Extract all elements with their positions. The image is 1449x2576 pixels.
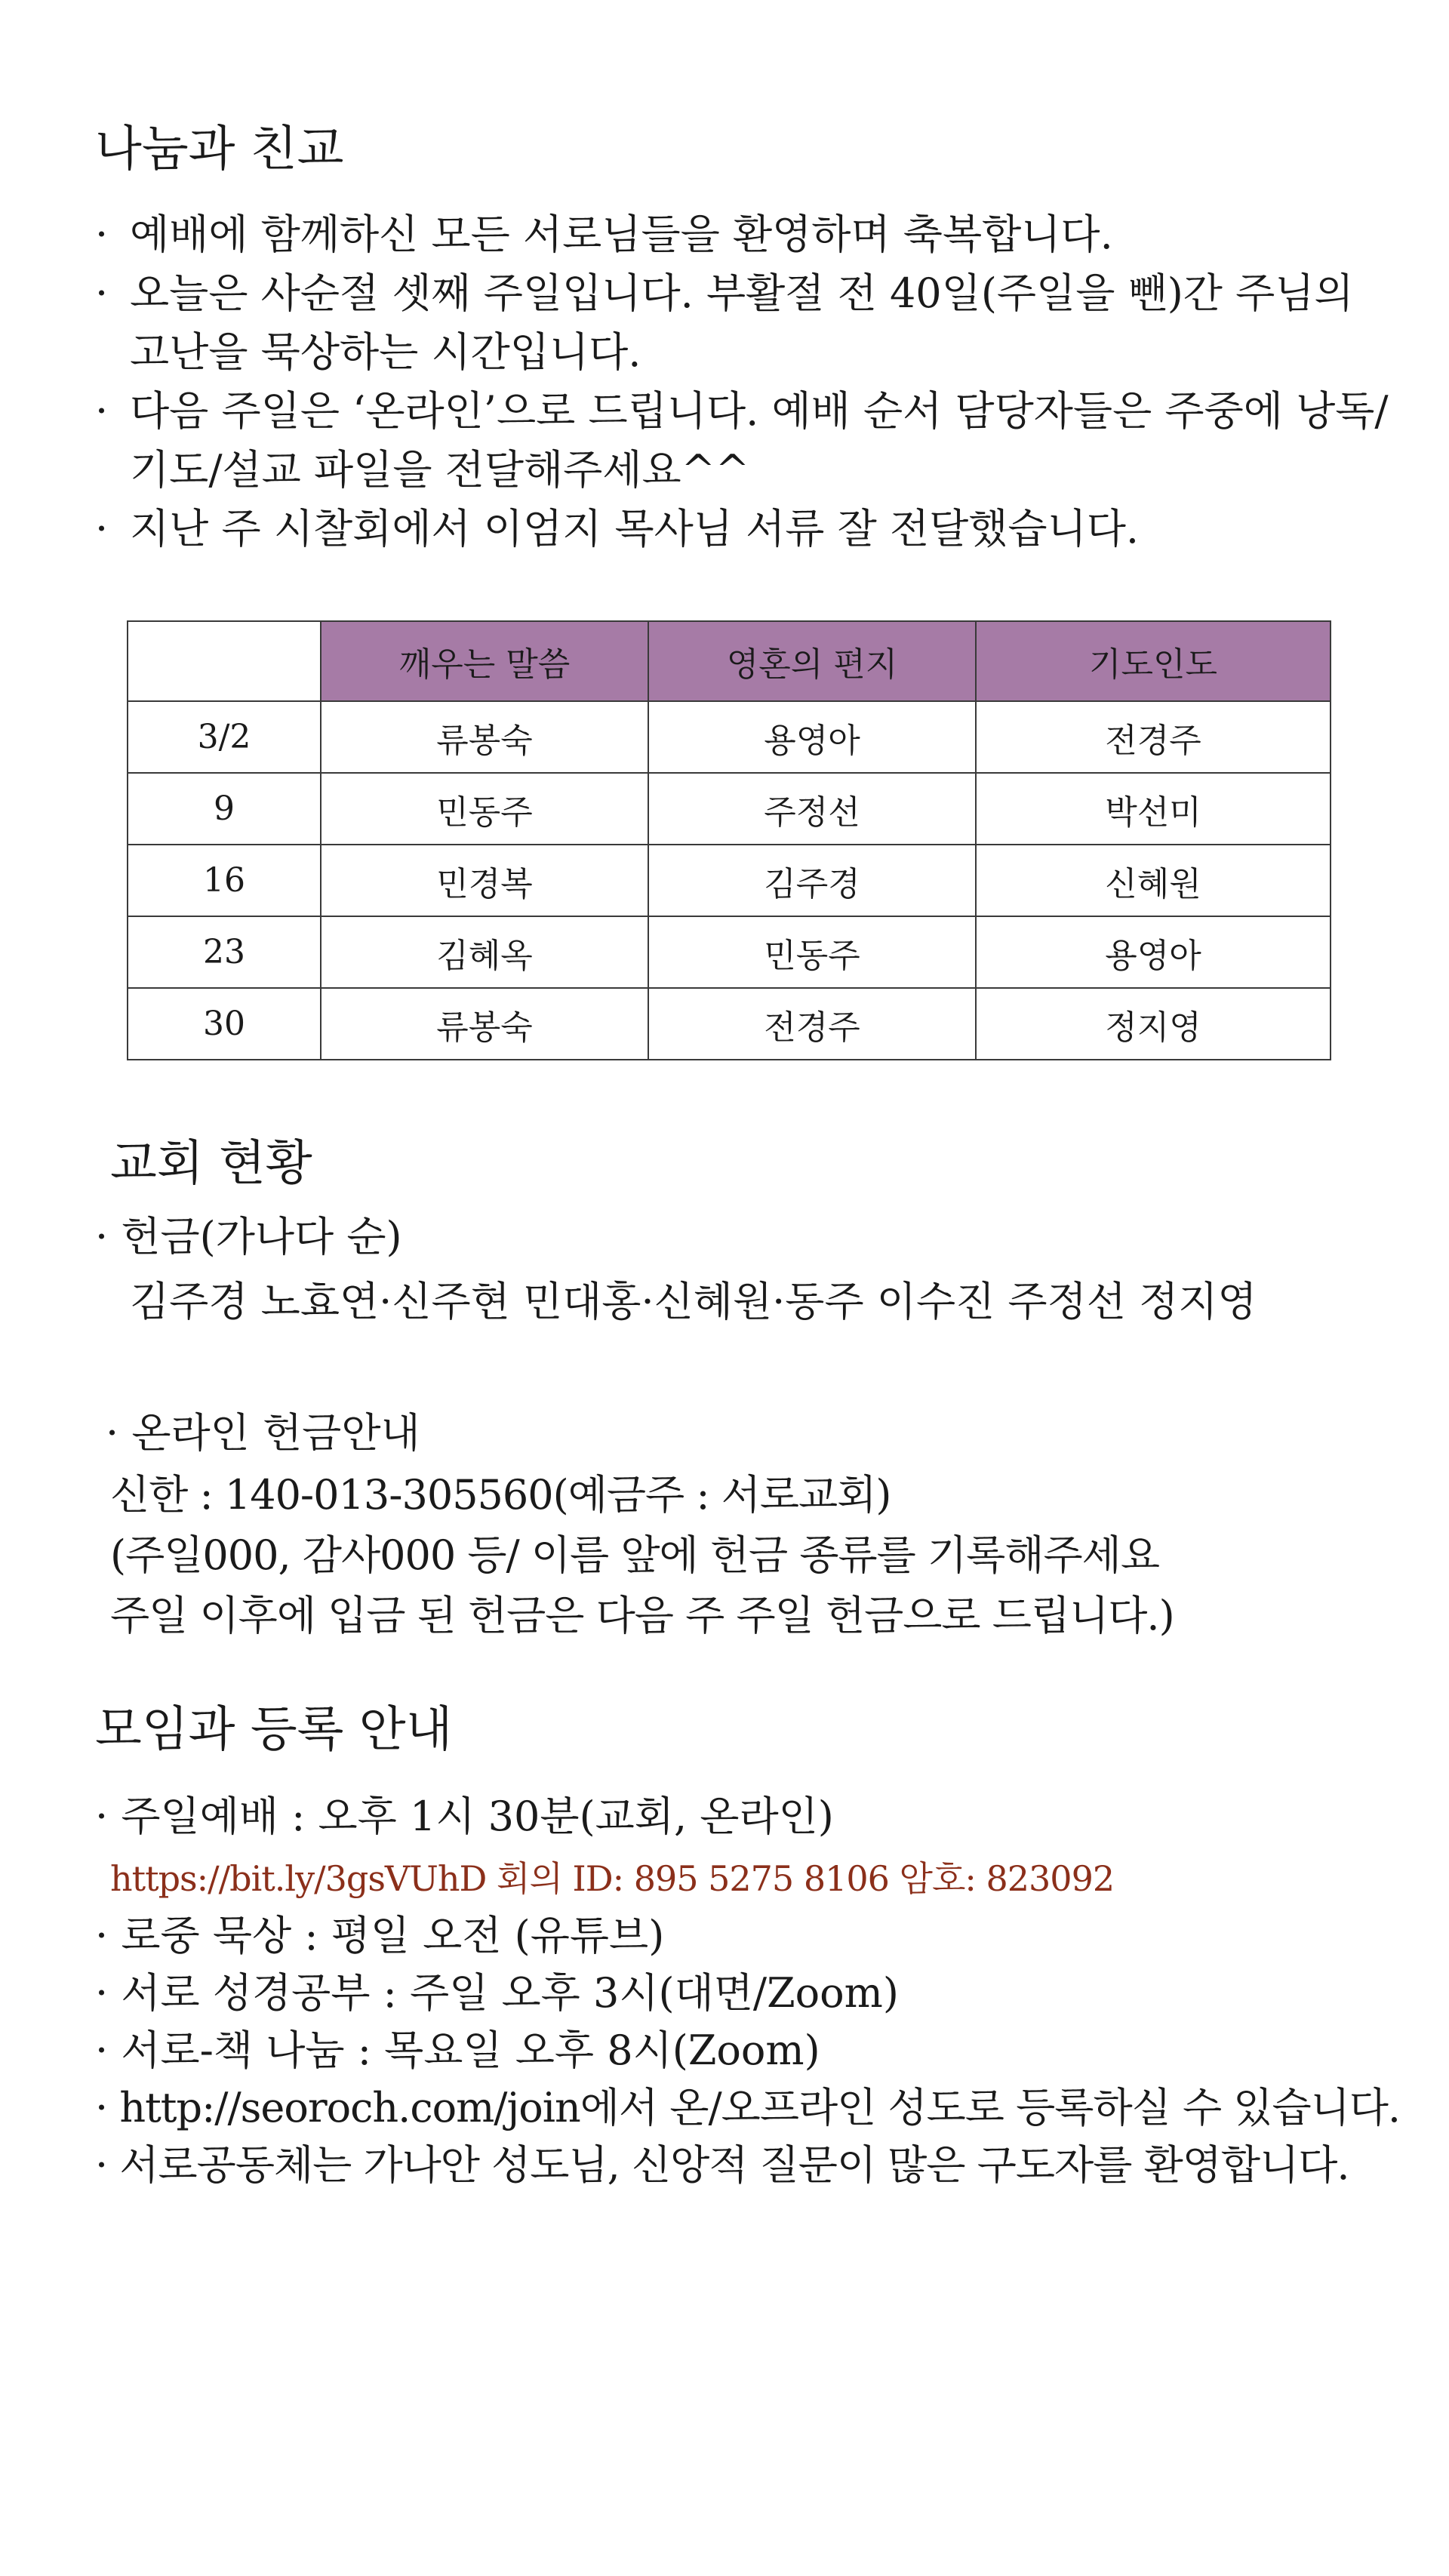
online-offering-note: 주일 이후에 입금 된 헌금은 다음 주 주일 헌금으로 드립니다.) — [110, 1592, 1174, 1639]
sharing-list — [95, 205, 1393, 559]
table-row — [128, 773, 1331, 845]
cell-word: 김혜옥 — [321, 916, 648, 988]
sharing-item: · 다음 주일은 ‘온라인’으로 드립니다. 예배 순서 담당자들은 주중에 낭독/기도/설교 파일을 전달해주세요^^ — [95, 382, 1393, 500]
offering-label: · 헌금(가나다 순) — [95, 1213, 402, 1260]
gathering-item: · 서로 성경공부 : 주일 오후 3시(대면/Zoom) — [95, 1969, 899, 2017]
gatherings-title: 모임과 등록 안내 — [95, 1702, 453, 1758]
cell-date: 9 — [128, 773, 321, 845]
table-row — [128, 916, 1331, 988]
cell-date: 23 — [128, 916, 321, 988]
sharing-item: · 지난 주 시찰회에서 이엄지 목사님 서류 잘 전달했습니다. — [95, 500, 1393, 559]
sharing-item: · 오늘은 사순절 셋째 주일입니다. 부활절 전 40일(주일을 뺀)간 주님의 고난을 묵상하는 시간입니다. — [95, 264, 1393, 382]
cell-date: 16 — [128, 845, 321, 916]
cell-word: 민경복 — [321, 845, 648, 916]
header-prayer: 기도인도 — [976, 621, 1331, 701]
sunday-worship: · 주일예배 : 오후 1시 30분(교회, 온라인) — [95, 1793, 834, 1840]
cell-word: 민동주 — [321, 773, 648, 845]
sharing-title: 나눔과 친교 — [95, 122, 344, 177]
cell-letter: 전경주 — [648, 988, 976, 1060]
gathering-item: · 서로공동체는 가나안 성도님, 신앙적 질문이 많은 구도자를 환영합니다. — [95, 2141, 1349, 2189]
cell-letter: 김주경 — [648, 845, 976, 916]
header-date — [128, 621, 321, 701]
sharing-item: · 예배에 함께하신 모든 서로님들을 환영하며 축복합니다. — [95, 205, 1393, 264]
cell-date: 30 — [128, 988, 321, 1060]
cell-prayer: 신혜원 — [976, 845, 1331, 916]
cell-word: 류봉숙 — [321, 988, 648, 1060]
online-offering-title: · 온라인 헌금안내 — [106, 1409, 420, 1457]
cell-letter: 용영아 — [648, 701, 976, 773]
table-header-row — [128, 621, 1331, 701]
gathering-item: · 로중 묵상 : 평일 오전 (유튜브) — [95, 1912, 665, 1959]
cell-letter: 주정선 — [648, 773, 976, 845]
online-offering-note: (주일000, 감사000 등/ 이름 앞에 헌금 종류를 기록해주세요 — [110, 1531, 1159, 1579]
table-row — [128, 988, 1331, 1060]
table-row — [128, 701, 1331, 773]
online-offering-account: 신한 : 140-013-305560(예금주 : 서로교회) — [110, 1471, 891, 1519]
zoom-link[interactable]: https://bit.ly/3gsVUhD 회의 ID: 895 5275 8106 암호: 823092 — [110, 1858, 1115, 1899]
cell-prayer: 전경주 — [976, 701, 1331, 773]
cell-date: 3/2 — [128, 701, 321, 773]
cell-letter: 민동주 — [648, 916, 976, 988]
header-word: 깨우는 말씀 — [321, 621, 648, 701]
cell-prayer: 박선미 — [976, 773, 1331, 845]
service-schedule-table — [127, 620, 1331, 1060]
offering-names: 김주경 노효연·신주현 민대홍·신혜원·동주 이수진 주정선 정지영 — [130, 1278, 1257, 1325]
cell-prayer: 정지영 — [976, 988, 1331, 1060]
header-letter: 영혼의 편지 — [648, 621, 976, 701]
registration-link[interactable]: · http://seoroch.com/join에서 온/오프라인 성도로 등록하실 수 있습니다. — [95, 2084, 1401, 2131]
cell-word: 류봉숙 — [321, 701, 648, 773]
gathering-item: · 서로-책 나눔 : 목요일 오후 8시(Zoom) — [95, 2027, 820, 2074]
cell-prayer: 용영아 — [976, 916, 1331, 988]
church-status-title: 교회 현황 — [110, 1136, 312, 1192]
table-row — [128, 845, 1331, 916]
